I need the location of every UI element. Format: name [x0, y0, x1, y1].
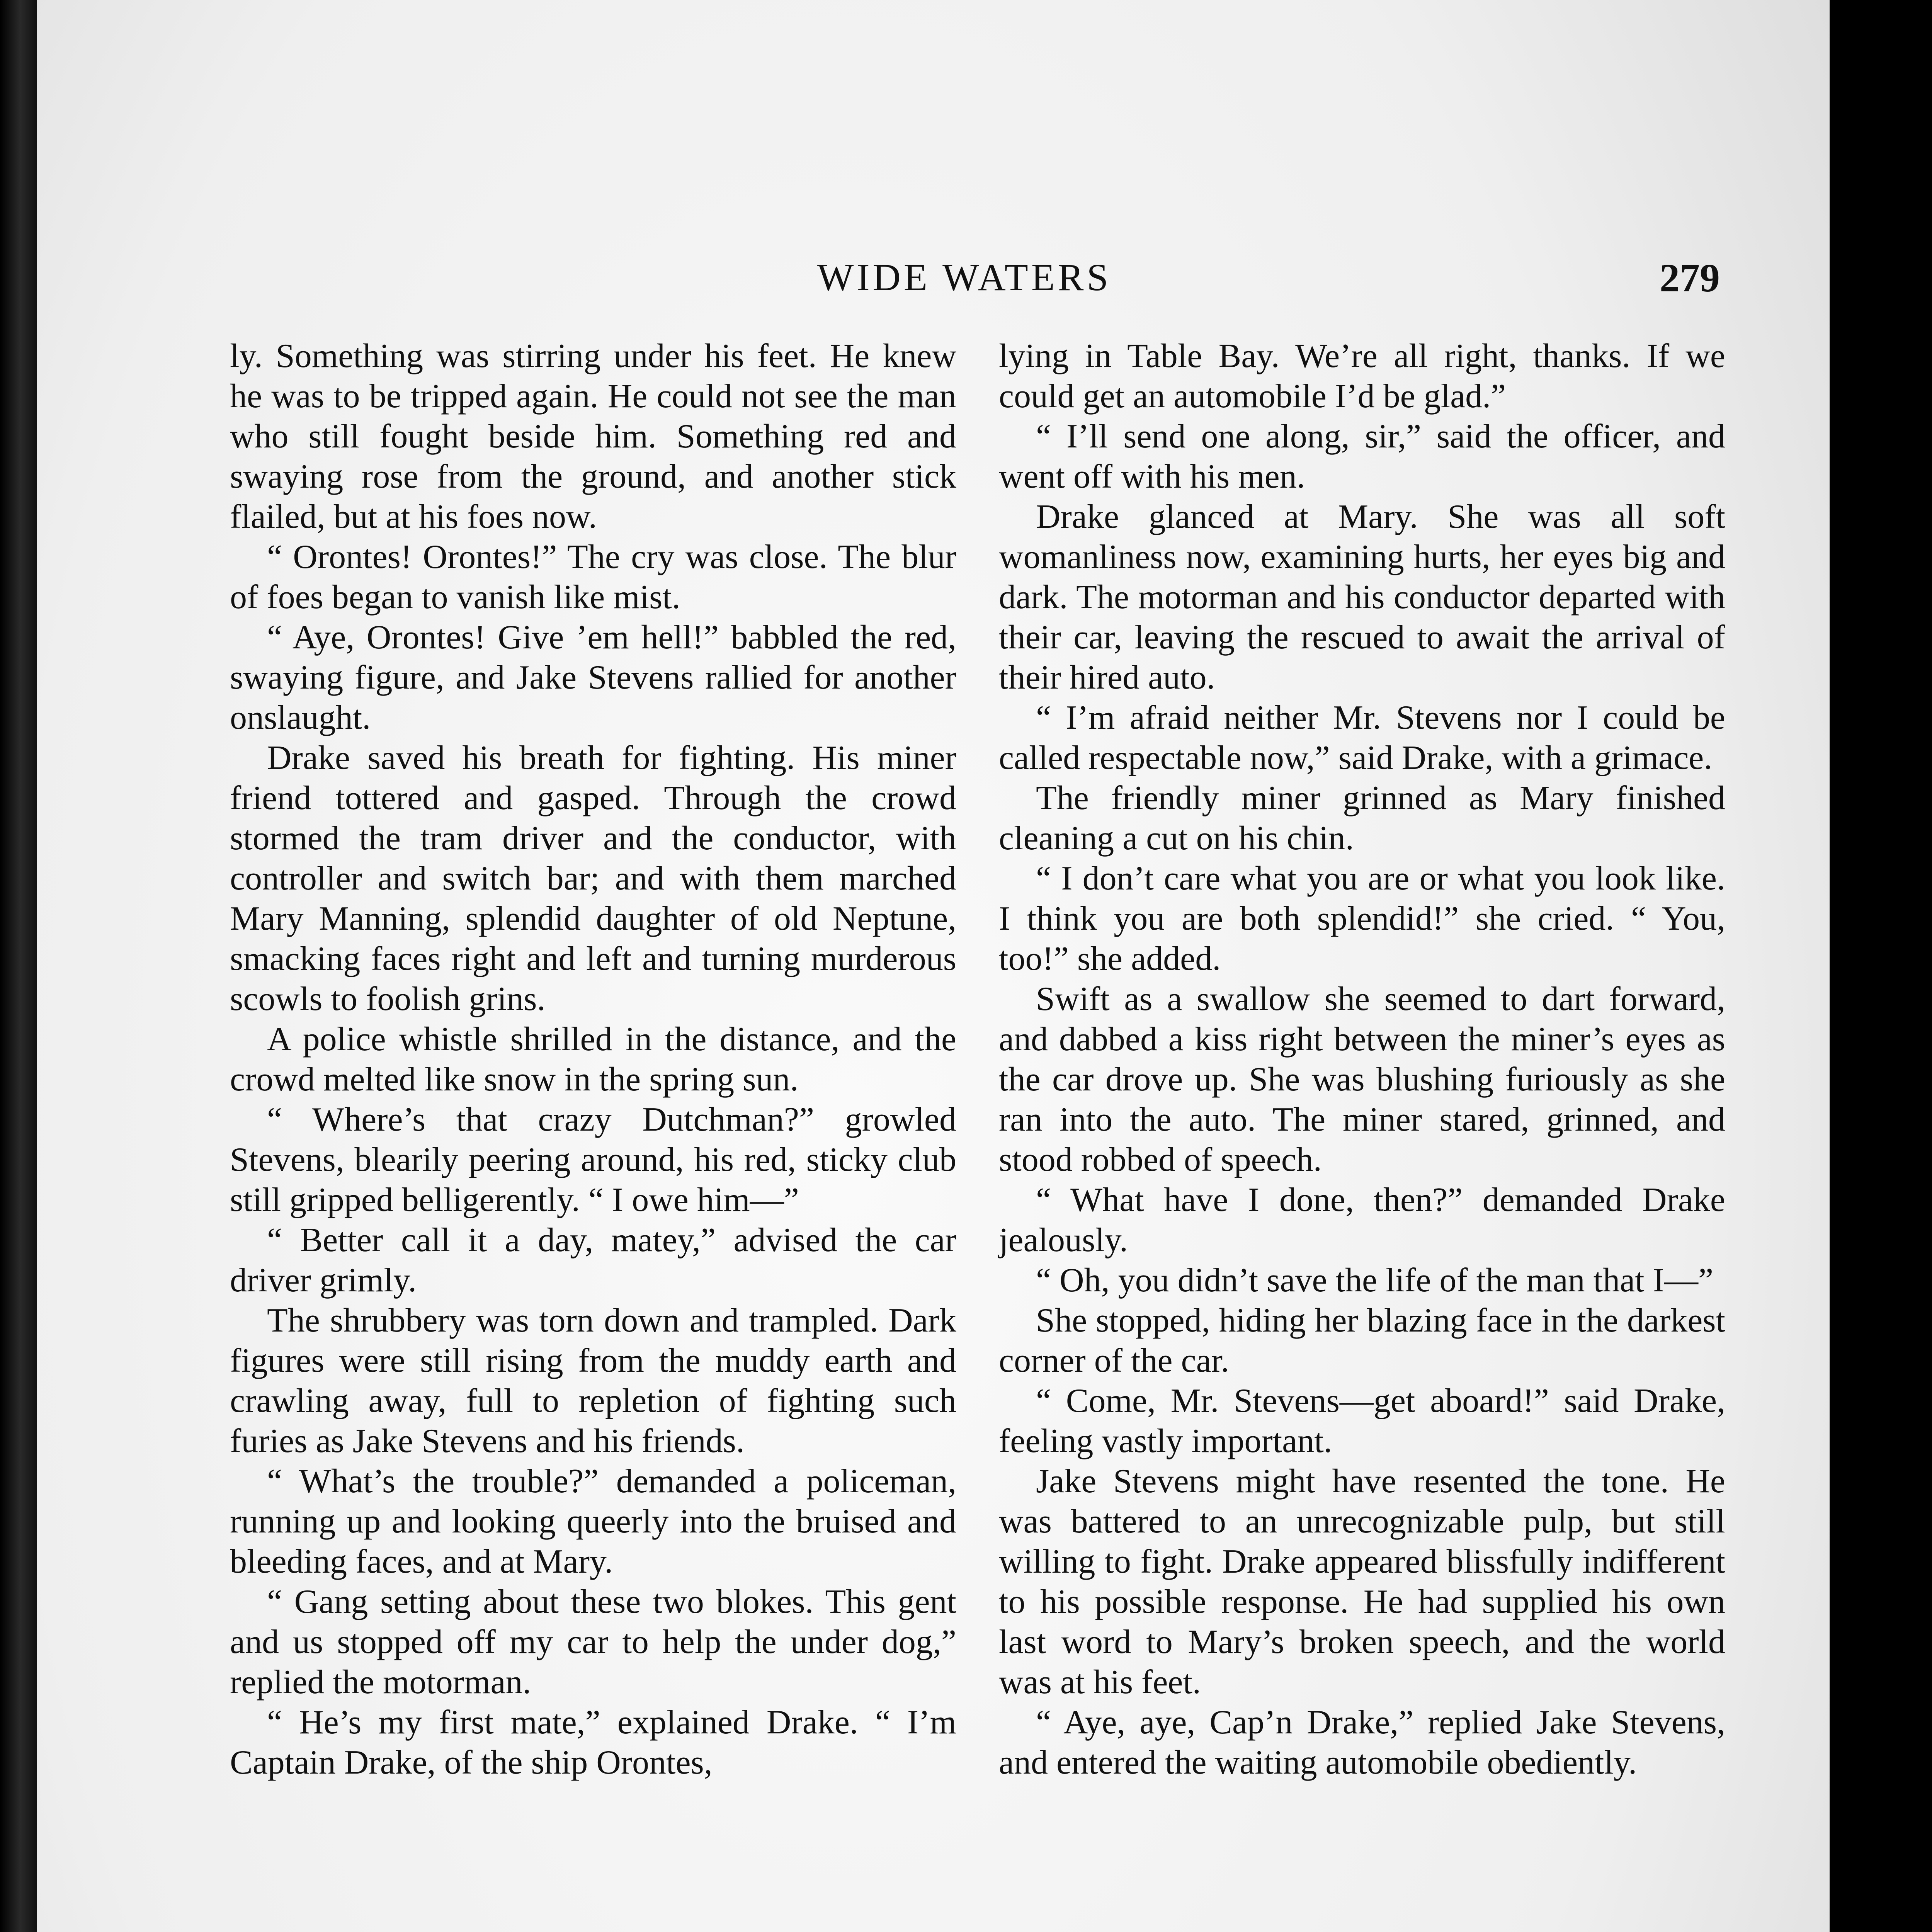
paragraph: “ Orontes! Orontes!” The cry was close. The blur of foes began to vanish like mist.: [230, 538, 956, 616]
page-number: 279: [1660, 256, 1720, 300]
magazine-page: [37, 0, 1830, 1932]
paragraph: “ I don’t care what you are or what you look like. I think you are both splendid!” she cried. “ You, too!” she added.: [999, 860, 1725, 978]
paragraph: “ Better call it a day, matey,” advised the car driver grimly.: [230, 1221, 956, 1299]
left-text-column: [230, 336, 956, 1783]
paragraph: “ I’ll send one along, sir,” said the officer, and went off with his men.: [999, 418, 1725, 495]
running-head: WIDE WATERS: [817, 256, 1112, 299]
paragraph: The friendly miner grinned as Mary finished cleaning a cut on his chin.: [999, 779, 1725, 857]
paragraph: Drake saved his breath for fighting. His miner friend tottered and gasped. Through the crowd stormed the tram driver and the conductor, with controller and switch bar; and with them marched Mary Manning, splendid daughter of old Neptune, smacking faces right and left and turning murderous scowls to foolish grins.: [230, 739, 956, 1018]
paragraph: “ He’s my first mate,” explained Drake. “ I’m Captain Drake, of the ship Orontes,: [230, 1704, 956, 1781]
paragraph: “ Oh, you didn’t save the life of the man that I—”: [1036, 1262, 1713, 1299]
paragraph: “ Where’s that crazy Dutchman?” growled Stevens, blearily peering around, his red, sticky club still gripped belligerently. “ I owe him—”: [230, 1101, 956, 1219]
right-text-column: [999, 336, 1725, 1783]
paragraph: “ Aye, Orontes! Give ’em hell!” babbled the red, swaying figure, and Jake Stevens rallied for another onslaught.: [230, 619, 956, 736]
paragraph: Jake Stevens might have resented the tone. He was battered to an unrecognizable pulp, but still willing to fight. Drake appeared blissfully indifferent to his possible response. He had supplied his own last word to Mary’s broken speech, and the world was at his feet.: [999, 1463, 1725, 1701]
paragraph: Swift as a swallow she seemed to dart forward, and dabbed a kiss right between the miner’s eyes as the car drove up. She was blushing furiously as she ran into the auto. The miner stared, grinned, and stood robbed of speech.: [999, 980, 1725, 1179]
paragraph: lying in Table Bay. We’re all right, thanks. If we could get an automobile I’d be glad.”: [999, 337, 1725, 415]
paragraph: Drake glanced at Mary. She was all soft womanliness now, examining hurts, her eyes big and dark. The motorman and his conductor departed with their car, leaving the rescued to await the arrival of their hired auto.: [999, 498, 1725, 696]
paragraph: “ I’m afraid neither Mr. Stevens nor I could be called respectable now,” said Drake, with a grimace.: [999, 699, 1725, 777]
scan-border: [1830, 0, 1932, 1932]
paragraph: The shrubbery was torn down and trampled. Dark figures were still rising from the muddy earth and crawling away, full to repletion of fighting such furies as Jake Stevens and his friends.: [230, 1302, 956, 1460]
paragraph: ly. Something was stirring under his feet. He knew he was to be tripped again. He could not see the man who still fought beside him. Something red and swaying rose from the ground, and another stick flailed, but at his foes now.: [230, 337, 956, 536]
paragraph: “ What have I done, then?” demanded Drake jealously.: [999, 1181, 1725, 1259]
paragraph: A police whistle shrilled in the distance, and the crowd melted like snow in the spring sun.: [230, 1020, 956, 1098]
paragraph: “ Aye, aye, Cap’n Drake,” replied Jake Stevens, and entered the waiting automobile obediently.: [999, 1704, 1725, 1781]
paragraph: She stopped, hiding her blazing face in the darkest corner of the car.: [999, 1302, 1725, 1379]
paragraph: “ Come, Mr. Stevens—get aboard!” said Drake, feeling vastly important.: [999, 1382, 1725, 1460]
paragraph: “ Gang setting about these two blokes. This gent and us stopped off my car to help the under dog,” replied the motorman.: [230, 1583, 956, 1701]
paragraph: “ What’s the trouble?” demanded a policeman, running up and looking queerly into the bruised and bleeding faces, and at Mary.: [230, 1463, 956, 1580]
adjacent-page-edge: [0, 0, 37, 1932]
